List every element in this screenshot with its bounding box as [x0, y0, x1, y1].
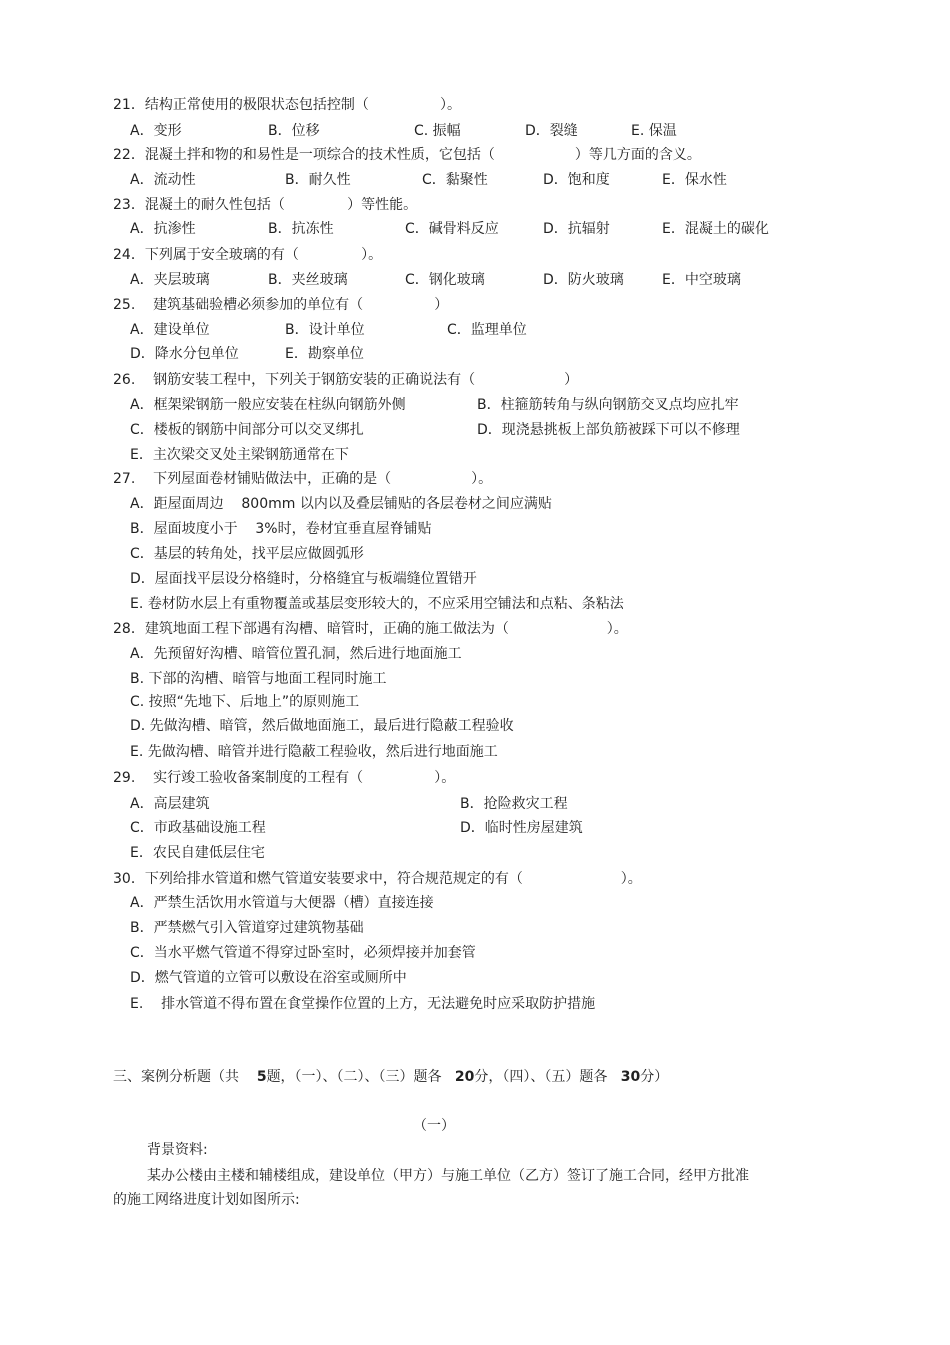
- question-26-option-a: A．框架梁钢筋一般应安装在柱纵向钢筋外侧: [130, 397, 406, 413]
- question-30-option-e: E. 排水管道不得布置在食堂操作位置的上方，无法避免时应采取防护措施: [130, 996, 596, 1012]
- question-23-option-c: C．碱骨料反应: [405, 221, 499, 237]
- question-24-option-c: C．钢化玻璃: [405, 272, 485, 288]
- section-3-suffix: 分）: [640, 1069, 669, 1085]
- question-28-option-b: B. 下部的沟槽、暗管与地面工程同时施工: [130, 671, 387, 687]
- question-30-option-a: A．严禁生活饮用水管道与大便器（槽）直接连接: [130, 895, 434, 911]
- question-24-option-e: E．中空玻璃: [662, 272, 741, 288]
- question-21-option-b: B．位移: [268, 123, 320, 139]
- case-1-paragraph-line-2: 的施工网络进度计划如图所示:: [113, 1192, 300, 1208]
- question-22-option-c: C．黏聚性: [422, 172, 488, 188]
- question-24-option-b: B．夹丝玻璃: [268, 272, 348, 288]
- question-22-option-a: A．流动性: [130, 172, 196, 188]
- question-26-option-d: D．现浇悬挑板上部负筋被踩下可以不修理: [477, 422, 740, 438]
- question-21-option-a: A．变形: [130, 123, 182, 139]
- question-29-option-c: C．市政基础设施工程: [130, 820, 266, 836]
- question-29-option-d: D．临时性房屋建筑: [460, 820, 583, 836]
- question-21-option-d: D．裂缝: [525, 123, 578, 139]
- section-3-score-2: 30: [620, 1069, 641, 1085]
- question-28-option-c: C. 按照“先地下、后地上”的原则施工: [130, 694, 360, 710]
- question-30-option-b: B．严禁燃气引入管道穿过建筑物基础: [130, 920, 364, 936]
- case-1-background-label: 背景资料:: [147, 1142, 208, 1158]
- question-26-option-e: E．主次梁交叉处主梁钢筋通常在下: [130, 447, 349, 463]
- question-28-option-a: A．先预留好沟槽、暗管位置孔洞，然后进行地面施工: [130, 646, 462, 662]
- question-29-stem: 29. 实行竣工验收备案制度的工程有（ ）。: [113, 770, 456, 786]
- case-1-number: （一）: [413, 1118, 455, 1134]
- question-25-stem: 25. 建筑基础验槽必须参加的单位有（ ）: [113, 297, 449, 313]
- question-29-option-e: E．农民自建低层住宅: [130, 845, 265, 861]
- question-30-option-c: C．当水平燃气管道不得穿过卧室时，必须焊接并加套管: [130, 945, 476, 961]
- case-1-paragraph-line-1: 某办公楼由主楼和辅楼组成，建设单位（甲方）与施工单位（乙方）签订了施工合同，经甲方批准: [147, 1168, 749, 1184]
- question-27-stem: 27. 下列屋面卷材铺贴做法中，正确的是（ ）。: [113, 471, 493, 487]
- question-21-stem: 21．结构正常使用的极限状态包括控制（ ）。: [113, 97, 462, 113]
- section-3-mid-1: 题，（一）、（二）、（三）题各: [266, 1069, 442, 1085]
- section-3-heading: [113, 1067, 668, 1087]
- question-22-option-d: D．饱和度: [543, 172, 610, 188]
- question-25-option-b: B．设计单位: [285, 322, 365, 338]
- question-29-option-b: B．抢险救灾工程: [460, 796, 568, 812]
- question-26-option-c: C．楼板的钢筋中间部分可以交叉绑扎: [130, 422, 364, 438]
- question-28-stem: 28．建筑地面工程下部遇有沟槽、暗管时，正确的施工做法为（ ）。: [113, 621, 628, 637]
- question-25-option-a: A．建设单位: [130, 322, 210, 338]
- question-23-stem: 23．混凝土的耐久性包括（ ）等性能。: [113, 197, 418, 213]
- question-21-option-e: E. 保温: [631, 123, 677, 139]
- question-25-option-d: D．降水分包单位: [130, 346, 239, 362]
- section-3-mid-2: 分，（四）、（五）题各: [474, 1069, 608, 1085]
- question-29-option-a: A．高层建筑: [130, 796, 210, 812]
- question-27-option-b: B．屋面坡度小于 3%时，卷材宜垂直屋脊铺贴: [130, 521, 432, 537]
- question-23-option-e: E．混凝土的碳化: [662, 221, 769, 237]
- question-30-stem: 30．下列给排水管道和燃气管道安装要求中，符合规范规定的有（ ）。: [113, 871, 642, 887]
- question-24-option-d: D．防火玻璃: [543, 272, 624, 288]
- question-30-option-d: D．燃气管道的立管可以敷设在浴室或厕所中: [130, 970, 407, 986]
- question-26-option-b: B．柱箍筋转角与纵向钢筋交叉点均应扎牢: [477, 397, 739, 413]
- question-28-option-e: E. 先做沟槽、暗管并进行隐蔽工程验收，然后进行地面施工: [130, 744, 498, 760]
- question-21-option-c: C. 振幅: [414, 123, 461, 139]
- question-28-option-d: D. 先做沟槽、暗管，然后做地面施工，最后进行隐蔽工程验收: [130, 718, 514, 734]
- question-27-option-d: D．屋面找平层设分格缝时，分格缝宜与板端缝位置错开: [130, 571, 477, 587]
- section-3-question-count: 5: [256, 1069, 267, 1085]
- question-22-stem: 22．混凝土拌和物的和易性是一项综合的技术性质，它包括（ ）等几方面的含义。: [113, 147, 701, 163]
- question-27-option-e: E. 卷材防水层上有重物覆盖或基层变形较大的，不应采用空铺法和点粘、条粘法: [130, 596, 624, 612]
- question-27-option-c: C．基层的转角处，找平层应做圆弧形: [130, 546, 364, 562]
- question-22-option-b: B．耐久性: [285, 172, 351, 188]
- question-27-option-a: A．距屋面周边 800mm 以内以及叠层铺贴的各层卷材之间应满贴: [130, 496, 552, 512]
- question-26-stem: 26. 钢筋安装工程中，下列关于钢筋安装的正确说法有（ ）: [113, 372, 579, 388]
- question-22-option-e: E．保水性: [662, 172, 727, 188]
- question-24-option-a: A．夹层玻璃: [130, 272, 210, 288]
- question-23-option-b: B．抗冻性: [268, 221, 334, 237]
- question-25-option-c: C．监理单位: [447, 322, 527, 338]
- question-24-stem: 24．下列属于安全玻璃的有（ ）。: [113, 247, 383, 263]
- question-23-option-a: A．抗渗性: [130, 221, 196, 237]
- question-23-option-d: D．抗辐射: [543, 221, 610, 237]
- section-3-prefix: 三、案例分析题（共: [113, 1069, 239, 1085]
- question-25-option-e: E．勘察单位: [285, 346, 364, 362]
- section-3-score-1: 20: [454, 1069, 475, 1085]
